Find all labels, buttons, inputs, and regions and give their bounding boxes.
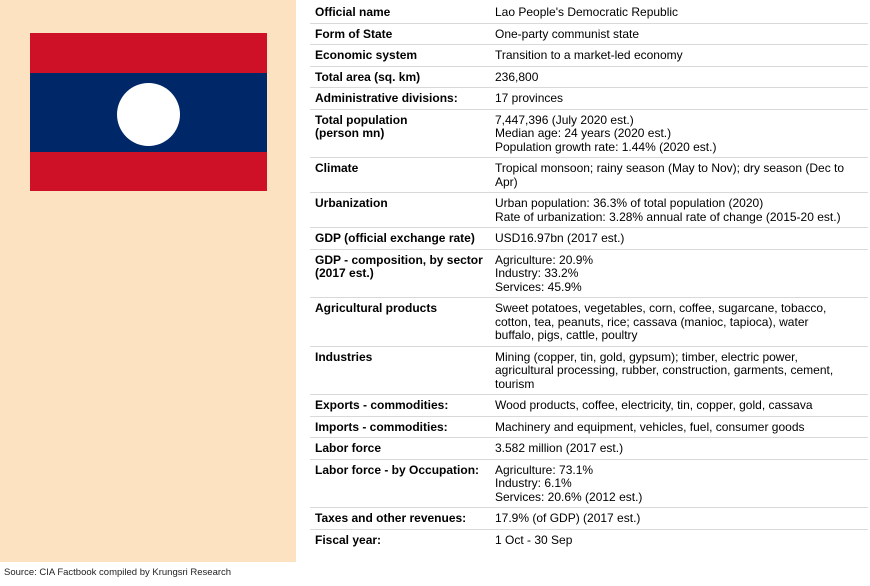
row-value: One-party communist state [490, 23, 868, 45]
table-row [310, 88, 868, 110]
source-note: Source: CIA Factbook compiled by Krungsri Research [4, 567, 232, 578]
row-value: 17.9% (of GDP) (2017 est.) [490, 508, 868, 530]
table-row [310, 228, 868, 250]
row-value: Agriculture: 73.1% Industry: 6.1% Services: 20.6% (2012 est.) [490, 459, 868, 508]
table-row [310, 249, 868, 298]
table-row [310, 23, 868, 45]
row-value: 7,447,396 (July 2020 est.) Median age: 24 years (2020 est.) Population growth rate: 1.44% (2020 est.) [490, 109, 868, 158]
row-value: 236,800 [490, 66, 868, 88]
table-row [310, 66, 868, 88]
row-value: 1 Oct - 30 Sep [495, 532, 573, 547]
row-label: Total population (person mn) [310, 109, 490, 158]
row-label: Climate [310, 158, 490, 193]
flag-red-stripe-bottom [30, 152, 267, 191]
laos-flag-image [30, 33, 267, 191]
flag-panel [0, 0, 296, 562]
row-value: Urban population: 36.3% of total population (2020) Rate of urbanization: 3.28% annual rate of change (2015-20 est.) [490, 193, 868, 228]
table-row [310, 2, 868, 23]
table-row [310, 395, 868, 417]
row-label: Exports - commodities: [310, 395, 490, 417]
row-value: 3.582 million (2017 est.) [490, 438, 868, 460]
row-label: Industries [310, 346, 490, 395]
table-row [310, 109, 868, 158]
table-row [310, 193, 868, 228]
table-row [310, 416, 868, 438]
table-row [310, 459, 868, 508]
row-value: Agriculture: 20.9% Industry: 33.2% Services: 45.9% [490, 249, 868, 298]
table-row [310, 45, 868, 67]
row-value: Wood products, coffee, electricity, tin, copper, gold, cassava [490, 395, 868, 417]
table-row [310, 438, 868, 460]
row-label: Official name [310, 2, 490, 23]
row-value: Sweet potatoes, vegetables, corn, coffee, sugarcane, tobacco, cotton, tea, peanuts, rice; cassava (manioc, tapioca), water buffalo, pigs, cattle, poultry [490, 298, 868, 347]
row-label: Labor force - by Occupation: [310, 459, 490, 508]
table-row [310, 508, 868, 530]
country-facts-table [310, 2, 868, 550]
row-label: Administrative divisions: [310, 88, 490, 110]
row-label: GDP (official exchange rate) [310, 228, 490, 250]
row-value: Machinery and equipment, vehicles, fuel, consumer goods [490, 416, 868, 438]
row-value: 17 provinces [490, 88, 868, 110]
flag-red-stripe-top [30, 33, 267, 73]
row-value: Lao People's Democratic Republic [490, 2, 868, 23]
row-label: Form of State [310, 23, 490, 45]
row-label: Labor force [310, 438, 490, 460]
row-value: Tropical monsoon; rainy season (May to Nov); dry season (Dec to Apr) [490, 158, 868, 193]
row-label: Imports - commodities: [310, 416, 490, 438]
table-row [310, 346, 868, 395]
row-label: Taxes and other revenues: [310, 508, 490, 530]
row-label: Agricultural products [310, 298, 490, 347]
row-label: GDP - composition, by sector (2017 est.) [310, 249, 490, 298]
row-label: Total area (sq. km) [310, 66, 490, 88]
table-row [310, 298, 868, 347]
row-value: USD16.97bn (2017 est.) [490, 228, 868, 250]
row-value: Transition to a market-led economy [490, 45, 868, 67]
row-label: Fiscal year: [315, 532, 382, 547]
table-row [310, 529, 868, 550]
table-row [310, 158, 868, 193]
row-label: Economic system [310, 45, 490, 67]
row-value: Mining (copper, tin, gold, gypsum); timber, electric power, agricultural processing, rubber, construction, garments, cement, tourism [490, 346, 868, 395]
flag-white-disc [117, 83, 180, 146]
row-label: Urbanization [310, 193, 490, 228]
